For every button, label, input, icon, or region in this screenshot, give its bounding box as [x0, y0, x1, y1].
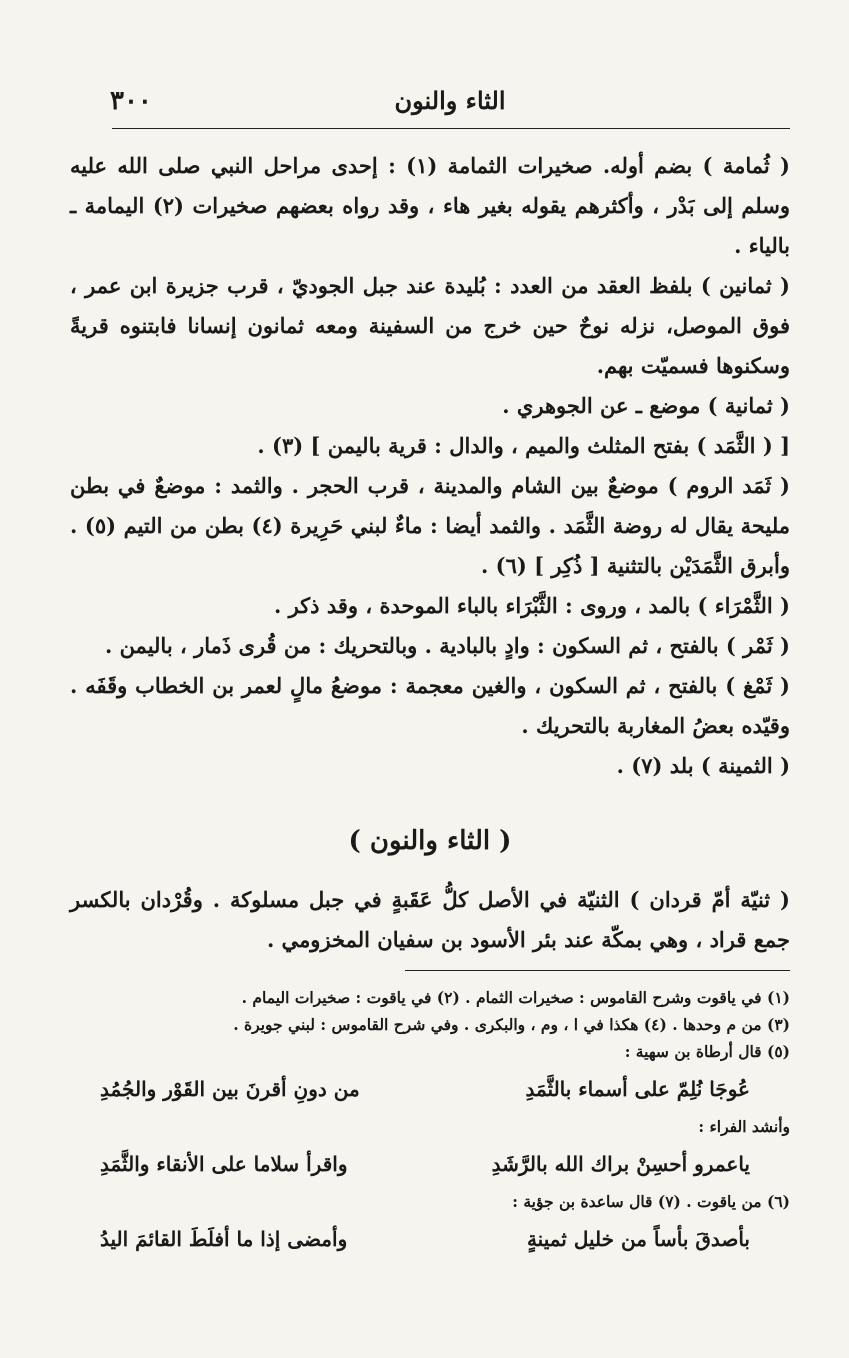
- entry-thumama: ( ثُمامة ) بضم أوله. صخيرات الثمامة (١) : إحدى مراحل النبي صلى الله عليه وسلم إلى بَدْر ، وأكثرهم يقوله بغير هاء ، وقد رواه بعضهم صخيرات (٢) اليمامة ـ بالياء .: [70, 153, 791, 258]
- verse-second-hemistich: من دونِ أقرنَ بين القَوْر والجُمُدِ: [100, 1077, 360, 1101]
- footnote-line: (١) في ياقوت وشرح القاموس : صخيرات الثمام . (٢) في ياقوت : صخيرات اليمام .: [241, 988, 790, 1007]
- verse-second-hemistich: واقرأ سلاما على الأنقاء والثَّمَدِ: [100, 1152, 348, 1176]
- footnote-line: (٥) قال أرطاة بن سهية :: [624, 1042, 790, 1061]
- page-header: [110, 86, 790, 126]
- entries-block: [70, 146, 790, 786]
- section-heading: ( الثاء والنون ): [348, 826, 512, 856]
- footnote-line: (٣) من م وحدها . (٤) هكذا في ا ، وم ، والبكرى . وفي شرح القاموس : لبني جويرة .: [233, 1015, 790, 1034]
- page-number: ٣٠٠: [110, 86, 152, 116]
- entry-thamaniya: ( ثمانية ) موضع ـ عن الجوهري .: [502, 393, 790, 418]
- verse-line: [70, 1067, 790, 1111]
- footnote-rule: [405, 970, 790, 971]
- entry-thamad: [ ( الثَّمَد ) بفتح المثلث والميم ، والدال : قرية باليمن ] (٣) .: [257, 433, 790, 458]
- footnote-line: وأنشد الفراء :: [698, 1117, 790, 1136]
- verse-line: [70, 1142, 790, 1186]
- entry-thamr: ( ثَمْر ) بالفتح ، ثم السكون : وادٍ بالبادية . وبالتحريك : من قُرى ذَمار ، باليمن .: [104, 633, 790, 658]
- verse-first-hemistich: عُوجَا نُلِمّ على أسماء بالثَّمَدِ: [525, 1077, 750, 1101]
- footnote-line: (٦) من ياقوت . (٧) قال ساعدة بن جؤية :: [512, 1192, 790, 1211]
- section-entry: ( ثنيّة أمّ قردان ) الثنيّة في الأصل كلُّ عَقَبةٍ في جبل مسلوكة . وقُرْدان بالكسر جمع قراد ، وهي بمكّة عند بئر الأسود بن سفيان المخزومي .: [70, 887, 790, 952]
- verse-second-hemistich: وأمضى إذا ما أفلَطَ القائمَ اليدُ: [100, 1227, 348, 1251]
- header-rule: [112, 128, 790, 129]
- entry-thamra: ( الثَّمْرَاء ) بالمد ، وروى : الثَّبْرَاء بالباء الموحدة ، وقد ذكر .: [273, 593, 790, 618]
- entry-thamina: ( الثمينة ) بلد (٧) .: [616, 753, 790, 778]
- verse-first-hemistich: بأصدقَ بأساً من خليل ثمينةٍ: [526, 1227, 750, 1251]
- verse-first-hemistich: ياعمرو أحسِنْ براك الله بالرَّشَدِ: [491, 1152, 750, 1176]
- entry-thamanin: ( ثمانين ) بلفظ العقد من العدد : بُليدة عند جبل الجوديّ ، قرب جزيرة ابن عمر ، فوق الموصل، نزله نوحٌ حين خرج من السفينة ومعه ثمانون إنسانا فابتنوه قريةً وسكنوها فسميّت بهم.: [70, 273, 790, 378]
- running-title: الثاء والنون: [394, 86, 506, 115]
- entry-thamgh: ( ثَمْغ ) بالفتح ، ثم السكون ، والغين معجمة : موضعُ مالٍ لعمر بن الخطاب وقَفَه . وقيّده بعضُ المغاربة بالتحريك .: [70, 673, 790, 738]
- entry-thamad-rum: ( ثَمَد الروم ) موضعٌ بين الشام والمدينة ، قرب الحجر . والثمد : موضعٌ في بطن مليحة يقال له روضة الثَّمَد . والثمد أيضا : ماءٌ لبني حَرِيرة (٤) بطن من التيم (٥) . وأبرق الثَّمَدَيْن بالتثنية [ ذُكِر ] (٦) .: [70, 473, 791, 578]
- footnotes: [70, 984, 790, 1263]
- verse-line: [70, 1217, 790, 1261]
